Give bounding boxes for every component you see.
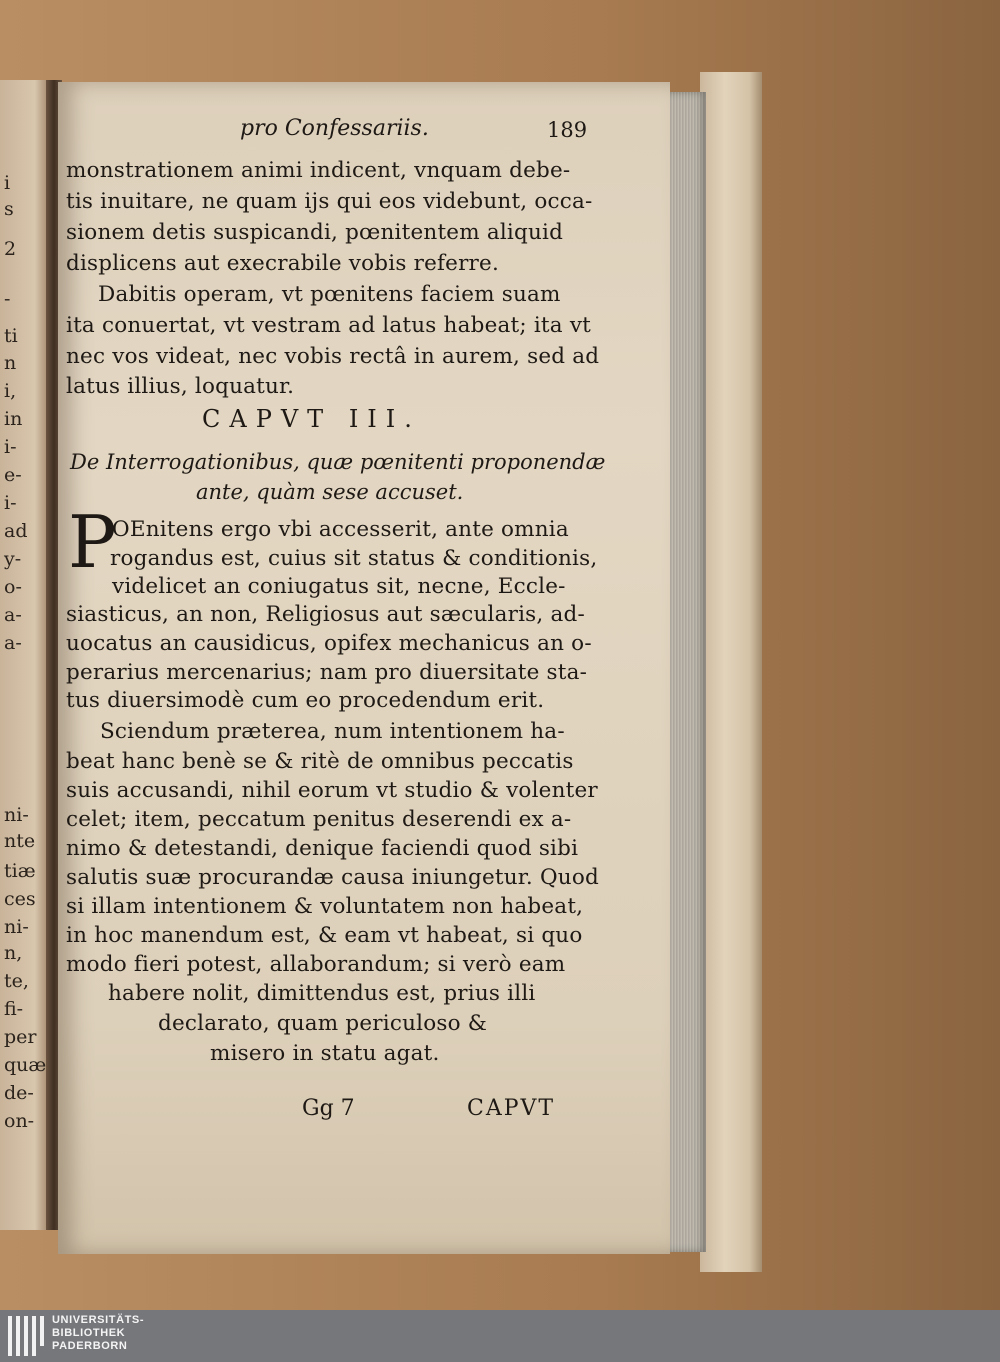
text-line: Sciendum præterea, num intentionem ha-: [100, 719, 565, 744]
drop-cap: P: [68, 500, 117, 584]
left-page-fragment: per: [4, 1026, 37, 1048]
text-line: videlicet an coniugatus sit, necne, Eccle-: [112, 574, 566, 599]
text-line: siasticus, an non, Religiosus aut sæcularis, ad-: [66, 602, 585, 627]
text-line: suis accusandi, nihil eorum vt studio & volenter: [66, 778, 598, 803]
text-line: uocatus an causidicus, opifex mechanicus an o-: [66, 631, 592, 656]
text-line: OEnitens ergo vbi accesserit, ante omnia: [112, 517, 569, 542]
chapter-heading: CAPVT III.: [202, 405, 421, 433]
left-page-fragment: i-: [4, 436, 17, 458]
text-line: habere nolit, dimittendus est, prius illi: [108, 981, 536, 1006]
left-page-fragment: a-: [4, 632, 22, 654]
text-line: nimo & detestandi, denique faciendi quod sibi: [66, 836, 579, 861]
previous-page-fragment: [0, 80, 50, 1230]
left-page-fragment: on-: [4, 1110, 35, 1132]
left-page-fragment: in: [4, 408, 23, 430]
left-page-fragment: de-: [4, 1082, 34, 1104]
text-line: rogandus est, cuius sit status & conditionis,: [110, 546, 598, 571]
text-line: declarato, quam periculoso &: [158, 1011, 488, 1036]
catchword: CAPVT: [467, 1096, 556, 1121]
text-line: in hoc manendum est, & eam vt habeat, si quo: [66, 923, 583, 948]
chapter-subtitle: De Interrogationibus, quæ pœnitenti proponendæ: [70, 450, 606, 474]
text-line: si illam intentionem & voluntatem non habeat,: [66, 894, 584, 919]
chapter-subtitle: ante, quàm sese accuset.: [196, 480, 464, 504]
left-page-fragment: tiæ: [4, 860, 36, 882]
left-page-fragment: y-: [4, 548, 22, 570]
left-page-fragment: i-: [4, 492, 17, 514]
running-title: pro Confessariis.: [240, 116, 429, 141]
left-page-fragment: o-: [4, 576, 22, 598]
text-line: nec vos videat, nec vobis rectâ in aurem, sed ad: [66, 344, 600, 369]
text-line: Dabitis operam, vt pœnitens faciem suam: [98, 282, 561, 307]
left-page-fragment: n: [4, 352, 17, 374]
text-line: tus diuersimodè cum eo procedendum erit.: [66, 688, 545, 713]
left-page-fragment: ni-: [4, 916, 29, 938]
library-name-line: UNIVERSITÄTS-: [52, 1314, 145, 1326]
left-page-fragment: 2: [4, 238, 17, 260]
text-line: celet; item, peccatum penitus deserendi ex a-: [66, 807, 572, 832]
library-logo-icon: [8, 1316, 46, 1356]
page-number: 189: [547, 118, 588, 142]
page-edges: [664, 92, 706, 1252]
text-line: ita conuertat, vt vestram ad latus habeat; ita vt: [66, 313, 592, 338]
text-line: perarius mercenarius; nam pro diuersitate sta-: [66, 660, 588, 685]
left-page-fragment: i,: [4, 380, 17, 402]
left-page-fragment: ti: [4, 325, 18, 347]
left-page-fragment: i: [4, 172, 11, 194]
left-page-fragment: fi-: [4, 998, 24, 1020]
left-page-fragment: te,: [4, 970, 29, 992]
library-footer: [0, 1310, 1000, 1362]
text-line: displicens aut execrabile vobis referre.: [66, 251, 499, 276]
left-page-fragment: a-: [4, 604, 22, 626]
left-page-fragment: n,: [4, 942, 23, 964]
left-page-fragment: nte: [4, 830, 36, 852]
left-page-fragment: s: [4, 198, 14, 220]
signature-mark: Gg 7: [302, 1096, 355, 1121]
left-page-fragment: ni-: [4, 804, 29, 826]
left-page-fragment: e-: [4, 464, 22, 486]
library-name-line: PADERBORN: [52, 1340, 128, 1352]
text-line: tis inuitare, ne quam ijs qui eos videbunt, occa-: [66, 189, 593, 214]
book-cover-edge: [700, 72, 762, 1272]
left-page-fragment: ad: [4, 520, 28, 542]
left-page-fragment: quæ: [4, 1054, 47, 1076]
text-line: monstrationem animi indicent, vnquam debe-: [66, 158, 571, 183]
text-line: misero in statu agat.: [210, 1041, 440, 1066]
text-line: modo fieri potest, allaborandum; si verò eam: [66, 952, 566, 977]
left-page-fragment: -: [4, 288, 11, 310]
text-line: salutis suæ procurandæ causa iniungetur. Quod: [66, 865, 599, 890]
text-line: latus illius, loquatur.: [66, 374, 295, 399]
left-page-fragment: ces: [4, 888, 36, 910]
library-name-line: BIBLIOTHEK: [52, 1327, 126, 1339]
text-line: sionem detis suspicandi, pœnitentem aliquid: [66, 220, 564, 245]
text-line: beat hanc benè se & ritè de omnibus peccatis: [66, 749, 574, 774]
